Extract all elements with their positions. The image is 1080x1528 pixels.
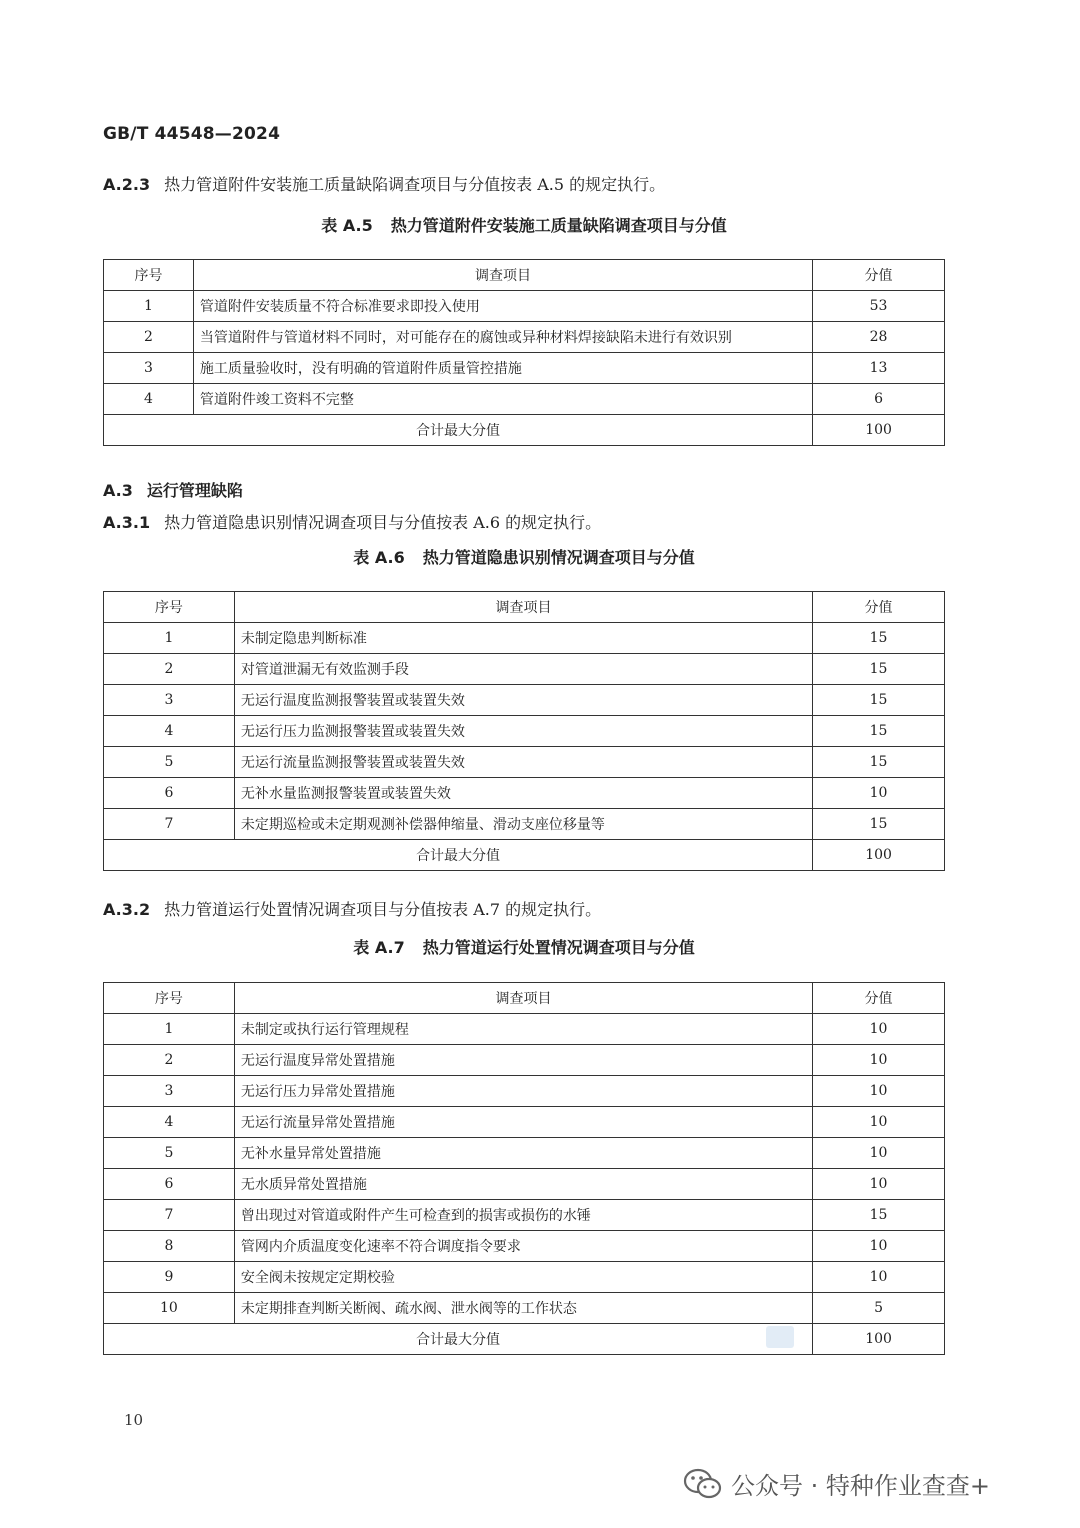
row-no: 1: [104, 1014, 235, 1045]
row-item: 当管道附件与管道材料不同时，对可能存在的腐蚀或异种材料焊接缺陷未进行有效识别: [193, 322, 812, 353]
row-no: 7: [104, 809, 235, 840]
row-no: 1: [104, 291, 194, 322]
clause-number: A.3.1: [103, 513, 151, 532]
row-item: 未制定隐患判断标准: [234, 623, 812, 654]
row-item: 曾出现过对管道或附件产生可检查到的损害或损伤的水锤: [234, 1200, 812, 1231]
caption-text: 热力管道隐患识别情况调查项目与分值: [422, 548, 695, 567]
row-score: 15: [813, 654, 945, 685]
table-row: [104, 384, 945, 415]
row-no: 5: [104, 1138, 235, 1169]
col-header-no: 序号: [104, 260, 194, 291]
row-score: 10: [813, 1014, 945, 1045]
row-score: 13: [813, 353, 945, 384]
row-no: 9: [104, 1262, 235, 1293]
section-a3-heading: [103, 478, 243, 501]
row-no: 3: [104, 685, 235, 716]
row-no: 3: [104, 1076, 235, 1107]
row-score: 10: [813, 1045, 945, 1076]
table-row: [104, 1231, 945, 1262]
col-header-score: 分值: [813, 260, 945, 291]
row-item: 未定期排查判断关断阀、疏水阀、泄水阀等的工作状态: [234, 1293, 812, 1324]
row-item: 安全阀未按规定定期校验: [234, 1262, 812, 1293]
table-row: [104, 716, 945, 747]
row-score: 15: [813, 809, 945, 840]
standard-code: GB/T 44548—2024: [103, 124, 281, 144]
total-value: 100: [813, 840, 945, 871]
table-header-row: [104, 592, 945, 623]
row-no: 6: [104, 1169, 235, 1200]
table-row: [104, 1014, 945, 1045]
row-no: 5: [104, 747, 235, 778]
col-header-item: 调查项目: [234, 983, 812, 1014]
table-row: [104, 1169, 945, 1200]
row-item: 无运行温度监测报警装置或装置失效: [234, 685, 812, 716]
wechat-footer: [683, 1466, 990, 1501]
row-item: 未制定或执行运行管理规程: [234, 1014, 812, 1045]
row-score: 10: [813, 1262, 945, 1293]
caption-number: 表 A.6: [353, 548, 405, 567]
col-header-score: 分值: [813, 592, 945, 623]
row-score: 5: [813, 1293, 945, 1324]
row-score: 10: [813, 1076, 945, 1107]
clause-a32: [103, 897, 601, 920]
table-header-row: [104, 260, 945, 291]
section-number: A.3: [103, 481, 133, 500]
table-row: [104, 809, 945, 840]
total-label: 合计最大分值: [104, 840, 813, 871]
row-no: 2: [104, 654, 235, 685]
row-score: 28: [813, 322, 945, 353]
row-score: 10: [813, 1231, 945, 1262]
watermark-logo: [766, 1326, 794, 1348]
table-row: [104, 291, 945, 322]
account-name: 公众号 · 特种作业查查+: [731, 1472, 990, 1500]
table-row: [104, 353, 945, 384]
clause-number: A.2.3: [103, 175, 151, 194]
total-value: 100: [813, 415, 945, 446]
row-item: 无运行流量异常处置措施: [234, 1107, 812, 1138]
table-header-row: [104, 983, 945, 1014]
table-row: [104, 1293, 945, 1324]
col-header-no: 序号: [104, 592, 235, 623]
table-a7: [103, 982, 945, 1355]
row-item: 施工质量验收时，没有明确的管道附件质量管控措施: [193, 353, 812, 384]
table-a5: [103, 259, 945, 446]
table-row: [104, 654, 945, 685]
row-item: 无运行压力异常处置措施: [234, 1076, 812, 1107]
row-item: 无水质异常处置措施: [234, 1169, 812, 1200]
table-row: [104, 1138, 945, 1169]
row-score: 10: [813, 778, 945, 809]
col-header-item: 调查项目: [193, 260, 812, 291]
row-no: 4: [104, 384, 194, 415]
table-a5-caption: [103, 213, 945, 236]
col-header-no: 序号: [104, 983, 235, 1014]
row-score: 15: [813, 716, 945, 747]
table-row: [104, 1107, 945, 1138]
table-row: [104, 623, 945, 654]
row-item: 对管道泄漏无有效监测手段: [234, 654, 812, 685]
table-total-row: [104, 1324, 945, 1355]
row-item: 管网内介质温度变化速率不符合调度指令要求: [234, 1231, 812, 1262]
row-no: 3: [104, 353, 194, 384]
row-score: 10: [813, 1138, 945, 1169]
row-no: 7: [104, 1200, 235, 1231]
caption-number: 表 A.7: [353, 938, 405, 957]
clause-text: 热力管道运行处置情况调查项目与分值按表 A.7 的规定执行。: [164, 900, 602, 919]
table-row: [104, 1045, 945, 1076]
table-a7-caption: [103, 935, 945, 958]
row-no: 4: [104, 1107, 235, 1138]
table-total-row: [104, 840, 945, 871]
table-row: [104, 778, 945, 809]
col-header-item: 调查项目: [234, 592, 812, 623]
caption-number: 表 A.5: [321, 216, 373, 235]
clause-a31: [103, 510, 601, 533]
row-score: 15: [813, 685, 945, 716]
row-no: 6: [104, 778, 235, 809]
section-title: 运行管理缺陷: [146, 481, 243, 500]
total-label: 合计最大分值: [104, 1324, 813, 1355]
clause-number: A.3.2: [103, 900, 151, 919]
total-value: 100: [813, 1324, 945, 1355]
col-header-score: 分值: [813, 983, 945, 1014]
row-item: 管道附件安装质量不符合标准要求即投入使用: [193, 291, 812, 322]
row-no: 4: [104, 716, 235, 747]
table-row: [104, 1200, 945, 1231]
caption-text: 热力管道运行处置情况调查项目与分值: [422, 938, 695, 957]
row-item: 无运行温度异常处置措施: [234, 1045, 812, 1076]
row-item: 无补水量异常处置措施: [234, 1138, 812, 1169]
table-total-row: [104, 415, 945, 446]
clause-a23: [103, 172, 665, 195]
row-no: 2: [104, 1045, 235, 1076]
row-no: 1: [104, 623, 235, 654]
clause-text: 热力管道附件安装施工质量缺陷调查项目与分值按表 A.5 的规定执行。: [164, 175, 666, 194]
row-item: 无补水量监测报警装置或装置失效: [234, 778, 812, 809]
page-number: 10: [124, 1411, 144, 1429]
caption-text: 热力管道附件安装施工质量缺陷调查项目与分值: [390, 216, 727, 235]
table-row: [104, 1076, 945, 1107]
row-no: 8: [104, 1231, 235, 1262]
row-score: 10: [813, 1169, 945, 1200]
table-a6-caption: [103, 545, 945, 568]
table-row: [104, 685, 945, 716]
table-a6: [103, 591, 945, 871]
row-item: 无运行流量监测报警装置或装置失效: [234, 747, 812, 778]
table-row: [104, 1262, 945, 1293]
total-label: 合计最大分值: [104, 415, 813, 446]
table-row: [104, 747, 945, 778]
wechat-icon: [683, 1467, 723, 1501]
row-item: 管道附件竣工资料不完整: [193, 384, 812, 415]
row-score: 6: [813, 384, 945, 415]
row-item: 无运行压力监测报警装置或装置失效: [234, 716, 812, 747]
row-score: 15: [813, 1200, 945, 1231]
row-no: 2: [104, 322, 194, 353]
row-no: 10: [104, 1293, 235, 1324]
row-score: 15: [813, 747, 945, 778]
row-score: 53: [813, 291, 945, 322]
row-score: 10: [813, 1107, 945, 1138]
row-item: 未定期巡检或未定期观测补偿器伸缩量、滑动支座位移量等: [234, 809, 812, 840]
row-score: 15: [813, 623, 945, 654]
clause-text: 热力管道隐患识别情况调查项目与分值按表 A.6 的规定执行。: [164, 513, 602, 532]
table-row: [104, 322, 945, 353]
